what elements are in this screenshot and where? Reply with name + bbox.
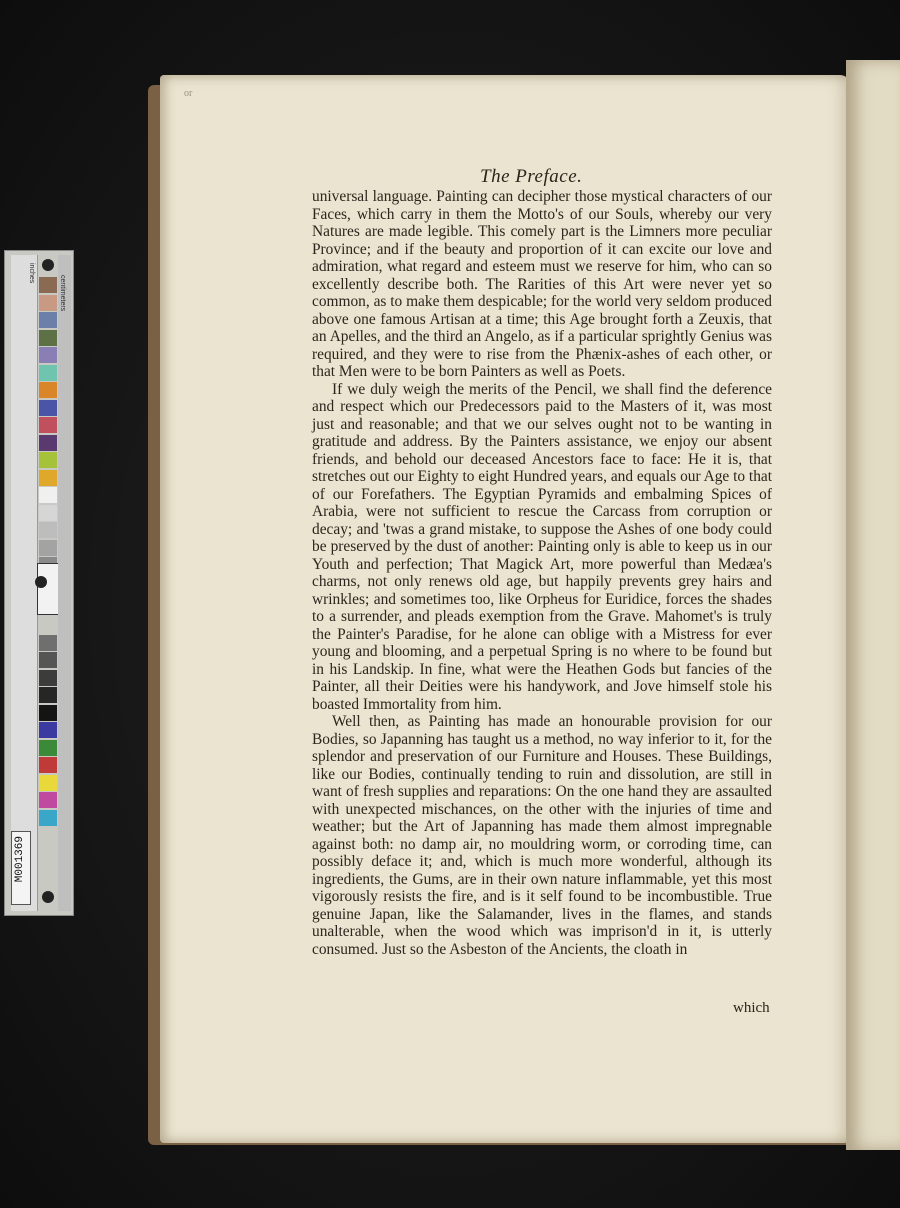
color-swatch: [39, 740, 57, 756]
paragraph: universal language. Painting can decipher those mystical characters of our Faces, which carry in them the Motto's of our Souls, whereby our very Natures are made legible. This comely part is the Limners more peculiar Province; and if the beauty and proportion of it can excite our love and admiration, what regard and esteem must we reserve for him, who can so excellently describe both. The Rarities of this Art were never yet so common, as to make them despicable; for the world very seldom produced above one famous Artisan at a time; this Age brought forth a Zeuxis, that an Apelles, and the third an Angelo, as if a particular sprightly Genius was required, and they were to rise from the Phænix-ashes of each other, or that Men were to be born Painters as well as Poets.: [312, 188, 772, 380]
color-swatch: [39, 705, 57, 721]
registration-dot: [42, 259, 54, 271]
color-swatch: [39, 365, 57, 381]
color-swatch: [39, 687, 57, 703]
color-swatch: [39, 347, 57, 363]
color-swatch: [39, 670, 57, 686]
ruler2-label: centimeters: [59, 275, 66, 312]
color-swatch: [39, 652, 57, 668]
color-swatch: [39, 435, 57, 451]
color-swatch: [39, 277, 57, 293]
color-swatch: [39, 792, 57, 808]
shelfmark-text: M001369: [14, 836, 26, 883]
color-swatch: [39, 540, 57, 556]
color-swatch: [39, 312, 57, 328]
color-swatch: [39, 635, 57, 651]
paragraph: Well then, as Painting has made an honourable provision for our Bodies, so Japanning has taught us a method, no way inferior to it, for the splendor and preservation of our Furniture and Houses. These Buildings, like our Bodies, continually tending to ruin and dissolution, are still in want of fresh supplies and reparations: On the one hand they are assaulted with unexpected mischances, on the other with the injuries of time and weather; but the Art of Japanning has made them almost impregnable against both: no damp air, no mouldring worm, or corroding time, can possibly deface it; and, which is much more wonderful, although its ingredients, the Gums, are in their own nature inflammable, yet this most vigorously resists the fire, and is it self found to be incombustible. True genuine Japan, like the Salamander, lives in the flames, and stands unalterable, when the wood which was imprison'd in it, is utterly consumed. Just so the Asbeston of the Ancients, the cloath in: [312, 713, 772, 958]
color-checker: [4, 250, 74, 916]
body-text: [312, 188, 772, 958]
color-swatch: [39, 330, 57, 346]
shelfmark-label: [11, 831, 31, 905]
color-swatch: [39, 382, 57, 398]
color-swatch: [39, 505, 57, 521]
color-swatch: [39, 757, 57, 773]
color-swatch: [39, 810, 57, 826]
color-swatch: [39, 417, 57, 433]
color-swatch: [39, 722, 57, 738]
facing-page-edge: [846, 60, 900, 1150]
ruler-label: inches: [28, 263, 35, 284]
paragraph: If we duly weigh the merits of the Pencil, we shall find the deference and respect which our Predecessors paid to the Masters of it, was most just and reasonable; and that we our selves ought not to be wanting in gratitude and address. By the Painters assistance, we enjoy our absent friends, and behold our deceased Ancestors face to face: He it is, that stretches out our Eighty to eight Hundred years, and equals our Age to that of our Forefathers. The Egyptian Pyramids and embalming Spices of Arabia, were not sufficient to rescue the Carcass from corruption or decay; and 'twas a grand mistake, to suppose the Ashes of one body could be preserved by the dust of another: Painting only is able to keep us in our Youth and perfection; That Magick Art, more powerful than Medæa's charms, not only renews old age, but happily prevents grey hairs and wrinkles; and sometimes too, like Orpheus for Euridice, forces the shades to a surrender, and pleads exemption from the Grave. Mahomet's is truly the Painter's Paradise, for he alone can oblige with a Mistress for ever young and blooming, and a perpetual Spring is no where to be found but in his Landskip. In fine, what were the Heathen Gods but fancies of the Painter, all their Deities were his handywork, and Jove himself stole his boasted Immortality from him.: [312, 380, 772, 713]
catchword: which: [733, 1000, 770, 1016]
color-swatch: [39, 400, 57, 416]
color-swatch: [39, 452, 57, 468]
cm-ruler: [58, 255, 71, 911]
color-swatch: [39, 295, 57, 311]
registration-dot: [35, 576, 47, 588]
inch-ruler: [11, 255, 38, 911]
color-swatch: [39, 487, 57, 503]
color-swatch: [39, 775, 57, 791]
gutter-mark: or: [184, 88, 193, 99]
color-swatch: [39, 470, 57, 486]
page-heading: The Preface.: [480, 166, 583, 187]
color-swatch: [39, 522, 57, 538]
registration-dot: [42, 891, 54, 903]
